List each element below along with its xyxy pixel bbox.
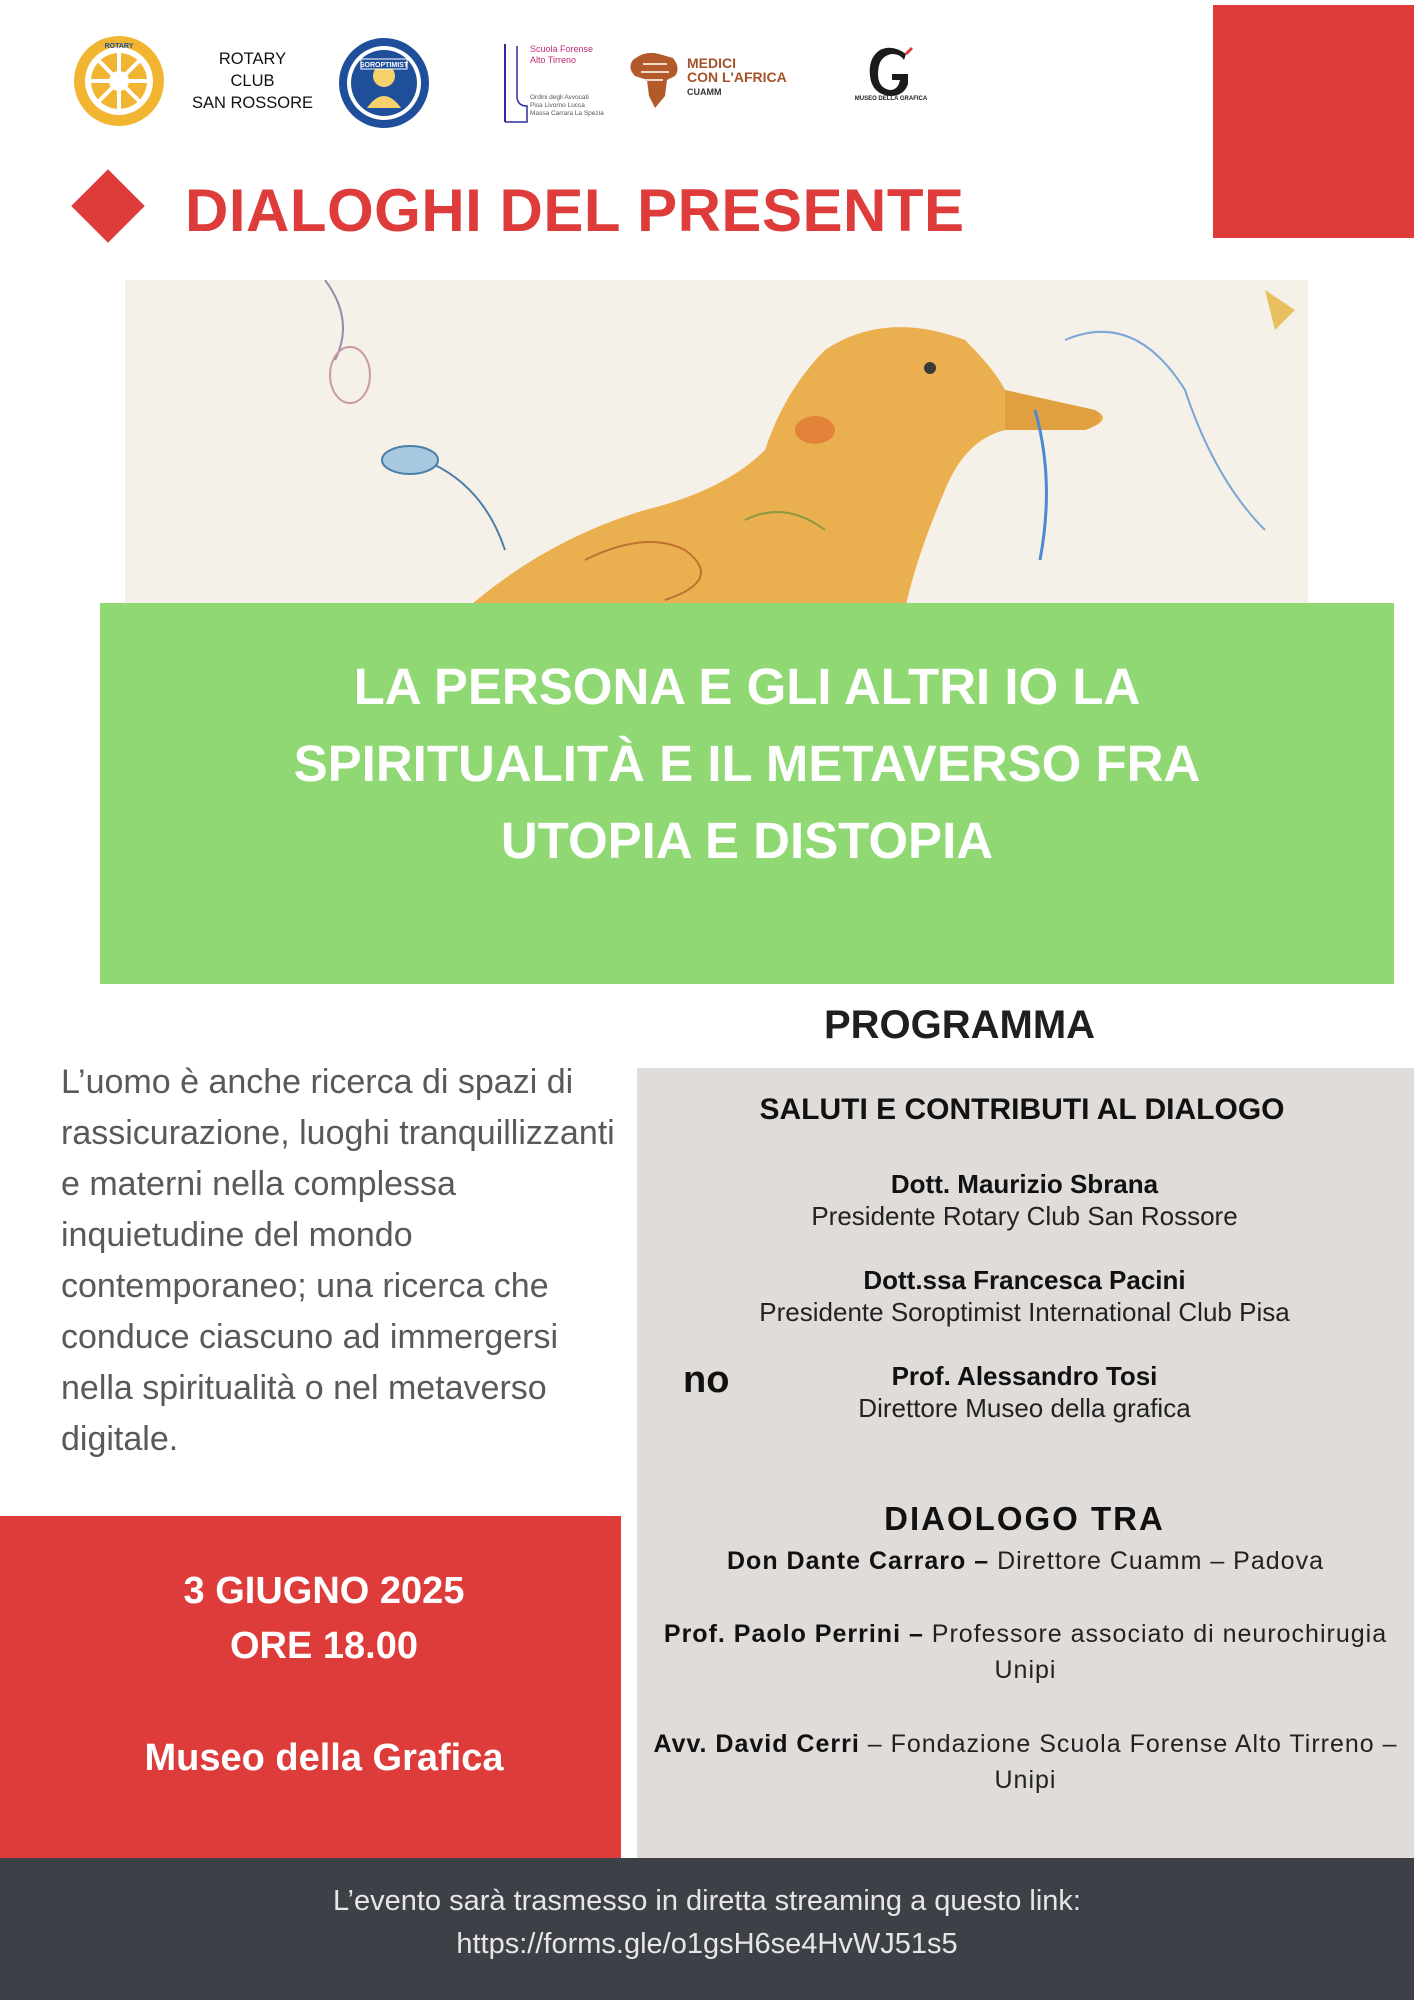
scuola-forense-subtext: Ordini degli Avvocati Pisa Livorno Lucca Massa Carrara La Spezia bbox=[530, 94, 604, 117]
red-corner-block bbox=[1213, 5, 1414, 238]
saluti-speaker-name: Prof. Alessandro Tosi bbox=[891, 1361, 1158, 1391]
dialogo-speaker bbox=[653, 1543, 1398, 1579]
soroptimist-logo bbox=[337, 36, 431, 130]
dialogo-speaker bbox=[653, 1726, 1398, 1798]
saluti-speaker-name: Dott. Maurizio Sbrana bbox=[890, 1169, 1159, 1199]
saluti-heading: SALUTI E CONTRIBUTI AL DIALOGO bbox=[759, 1093, 1285, 1126]
dialogo-speaker-name: Prof. Paolo Perrini – bbox=[663, 1620, 924, 1648]
streaming-notice: L’evento sarà trasmesso in diretta streaming a questo link: bbox=[333, 1885, 1081, 1917]
event-venue: Museo della Grafica bbox=[144, 1737, 504, 1779]
svg-text:SOROPTIMIST: SOROPTIMIST bbox=[359, 62, 409, 69]
museo-della-grafica-logo-text: MUSEO DELLA GRAFICA bbox=[854, 96, 928, 102]
dialogo-speaker-role: Direttore Cuamm – Padova bbox=[989, 1547, 1324, 1575]
dialogo-heading: DIAOLOGO TRA bbox=[884, 1500, 1165, 1537]
event-title-line-2: SPIRITUALITÀ E IL METAVERSO FRA bbox=[293, 735, 1201, 792]
saluti-speaker-name: Dott.ssa Francesca Pacini bbox=[863, 1265, 1186, 1295]
event-time: ORE 18.00 bbox=[230, 1625, 418, 1667]
duck-illustration bbox=[125, 280, 1308, 610]
dialogo-speaker-role: Professore associato di neurochirugia Unipi bbox=[923, 1620, 1388, 1684]
stray-text: no bbox=[683, 1359, 730, 1401]
streaming-link[interactable]: https://forms.gle/o1gsH6se4HvWJ51s5 bbox=[456, 1928, 958, 1960]
event-date: 3 GIUGNO 2025 bbox=[183, 1570, 465, 1612]
dialogo-speaker-name: Avv. David Cerri bbox=[653, 1730, 860, 1758]
dialogo-speaker-name: Don Dante Carraro – bbox=[727, 1547, 990, 1575]
medici-con-africa-text: MEDICI CON L'AFRICA bbox=[687, 55, 787, 85]
saluti-speaker-role: Presidente Rotary Club San Rossore bbox=[811, 1201, 1238, 1231]
diamond-icon bbox=[71, 169, 145, 243]
intro-paragraph: L’uomo è anche ricerca di spazi di rassicurazione, luoghi tranquillizzanti e materni nella complessa inquietudine del mondo contemporaneo; una ricerca che conduce ciascuno ad immergersi nella spiritualità o nel metaverso digitale. bbox=[61, 1063, 615, 1458]
saluti-speaker-role: Presidente Soroptimist International Club Pisa bbox=[759, 1297, 1290, 1327]
event-title-line-3: UTOPIA E DISTOPIA bbox=[500, 812, 994, 869]
dialogo-speaker bbox=[653, 1616, 1398, 1688]
programma-heading: PROGRAMMA bbox=[823, 1003, 1096, 1047]
page-title: DIALOGHI DEL PRESENTE bbox=[185, 177, 965, 244]
rotary-club-text: ROTARY CLUB SAN ROSSORE bbox=[191, 50, 314, 112]
svg-text:ROTARY: ROTARY bbox=[104, 43, 134, 50]
saluti-speaker-role: Direttore Museo della grafica bbox=[858, 1393, 1191, 1423]
dialogo-speaker-role: – Fondazione Scuola Forense Alto Tirreno – Unipi bbox=[859, 1730, 1398, 1794]
event-title-line-1: LA PERSONA E GLI ALTRI IO LA bbox=[353, 658, 1141, 715]
scuola-forense-text: Scuola Forense Alto Tirreno bbox=[530, 44, 594, 65]
medici-con-africa-logo bbox=[625, 46, 685, 112]
cuamm-text: CUAMM bbox=[687, 87, 722, 97]
rotary-international-logo bbox=[72, 34, 166, 128]
event-title bbox=[100, 648, 1394, 879]
